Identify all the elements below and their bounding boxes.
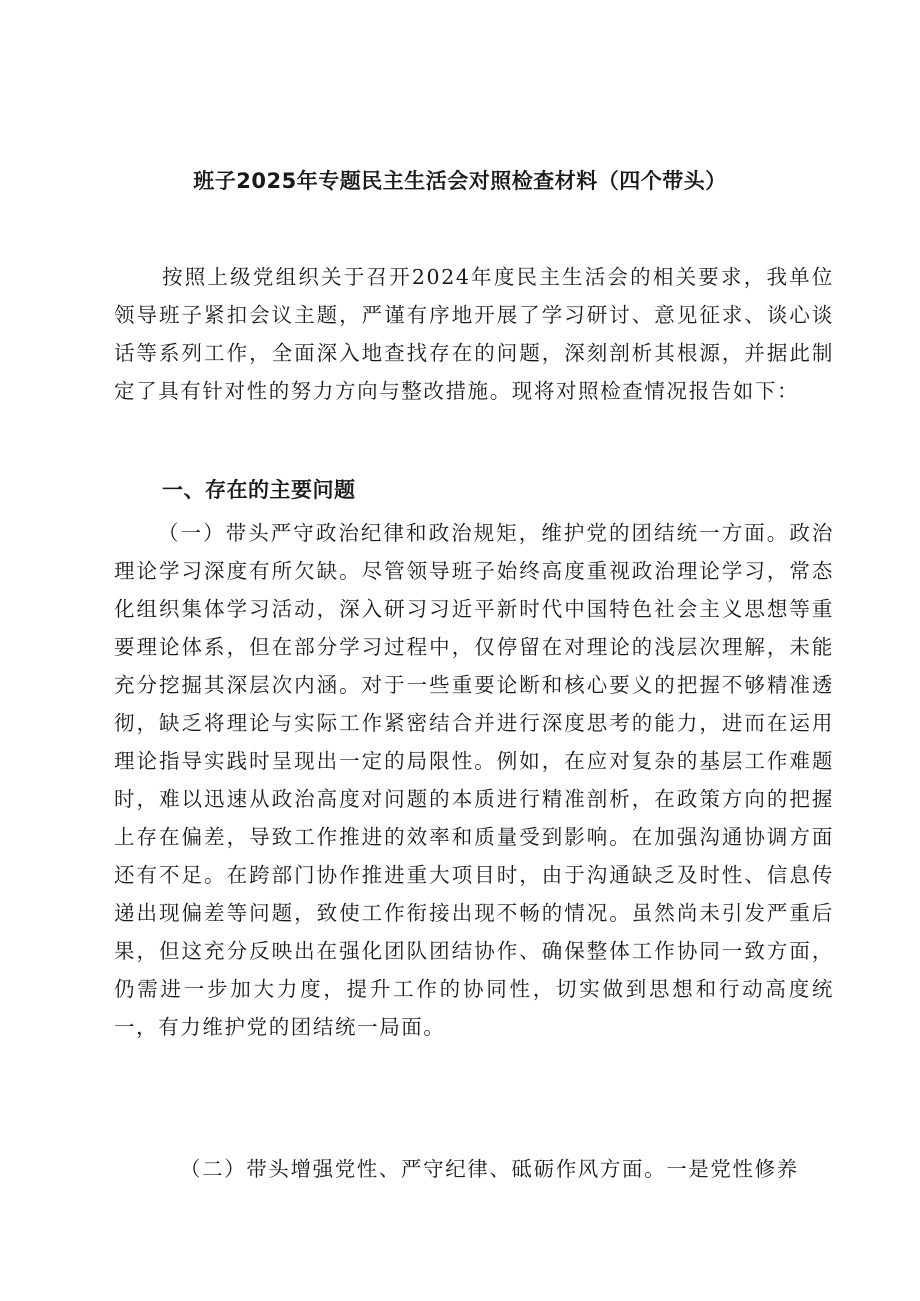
intro-paragraph: 按照上级党组织关于召开2024年度民主生活会的相关要求，我单位领导班子紧扣会议主题，严谨有序地开展了学习研讨、意见征求、谈心谈话等系列工作，全面深入地查找存在的问题，深刻剖析其根源，并据此制定了具有针对性的努力方向与整改措施。现将对照检查情况报告如下： xyxy=(114,265,834,403)
section-2-paragraph: （二）带头增强党性、严守纪律、砥砺作风方面。一是党性修养 xyxy=(180,1157,799,1181)
section-1-paragraph: （一）带头严守政治纪律和政治规矩，维护党的团结统一方面。政治理论学习深度有所欠缺。尽管领导班子始终高度重视政治理论学习，常态化组织集体学习活动，深入研习习近平新时代中国特色社会主义思想等重要理论体系，但在部分学习过程中，仅停留在对理论的浅层次理解，未能充分挖掘其深层次内涵。对于一些重要论断和核心要义的把握不够精准透彻，缺乏将理论与实际工作紧密结合并进行深度思考的能力，进而在运用理论指导实践时呈现出一定的局限性。例如，在应对复杂的基层工作难题时，难以迅速从政治高度对问题的本质进行精准剖析，在政策方向的把握上存在偏差，导致工作推进的效率和质量受到影响。在加强沟通协调方面还有不足。在跨部门协作推进重大项目时，由于沟通缺乏及时性、信息传递出现偏差等问题，致使工作衔接出现不畅的情况。虽然尚未引发严重后果，但这充分反映出在强化团队团结协作、确保整体工作协同一致方面，仍需进一步加大力度，提升工作的协同性，切实做到思想和行动高度统一，有力维护党的团结统一局面。 xyxy=(114,521,834,1039)
section-heading: 一、存在的主要问题 xyxy=(162,478,356,502)
document-title: 班子2025年专题民主生活会对照检查材料（四个带头） xyxy=(193,169,727,193)
